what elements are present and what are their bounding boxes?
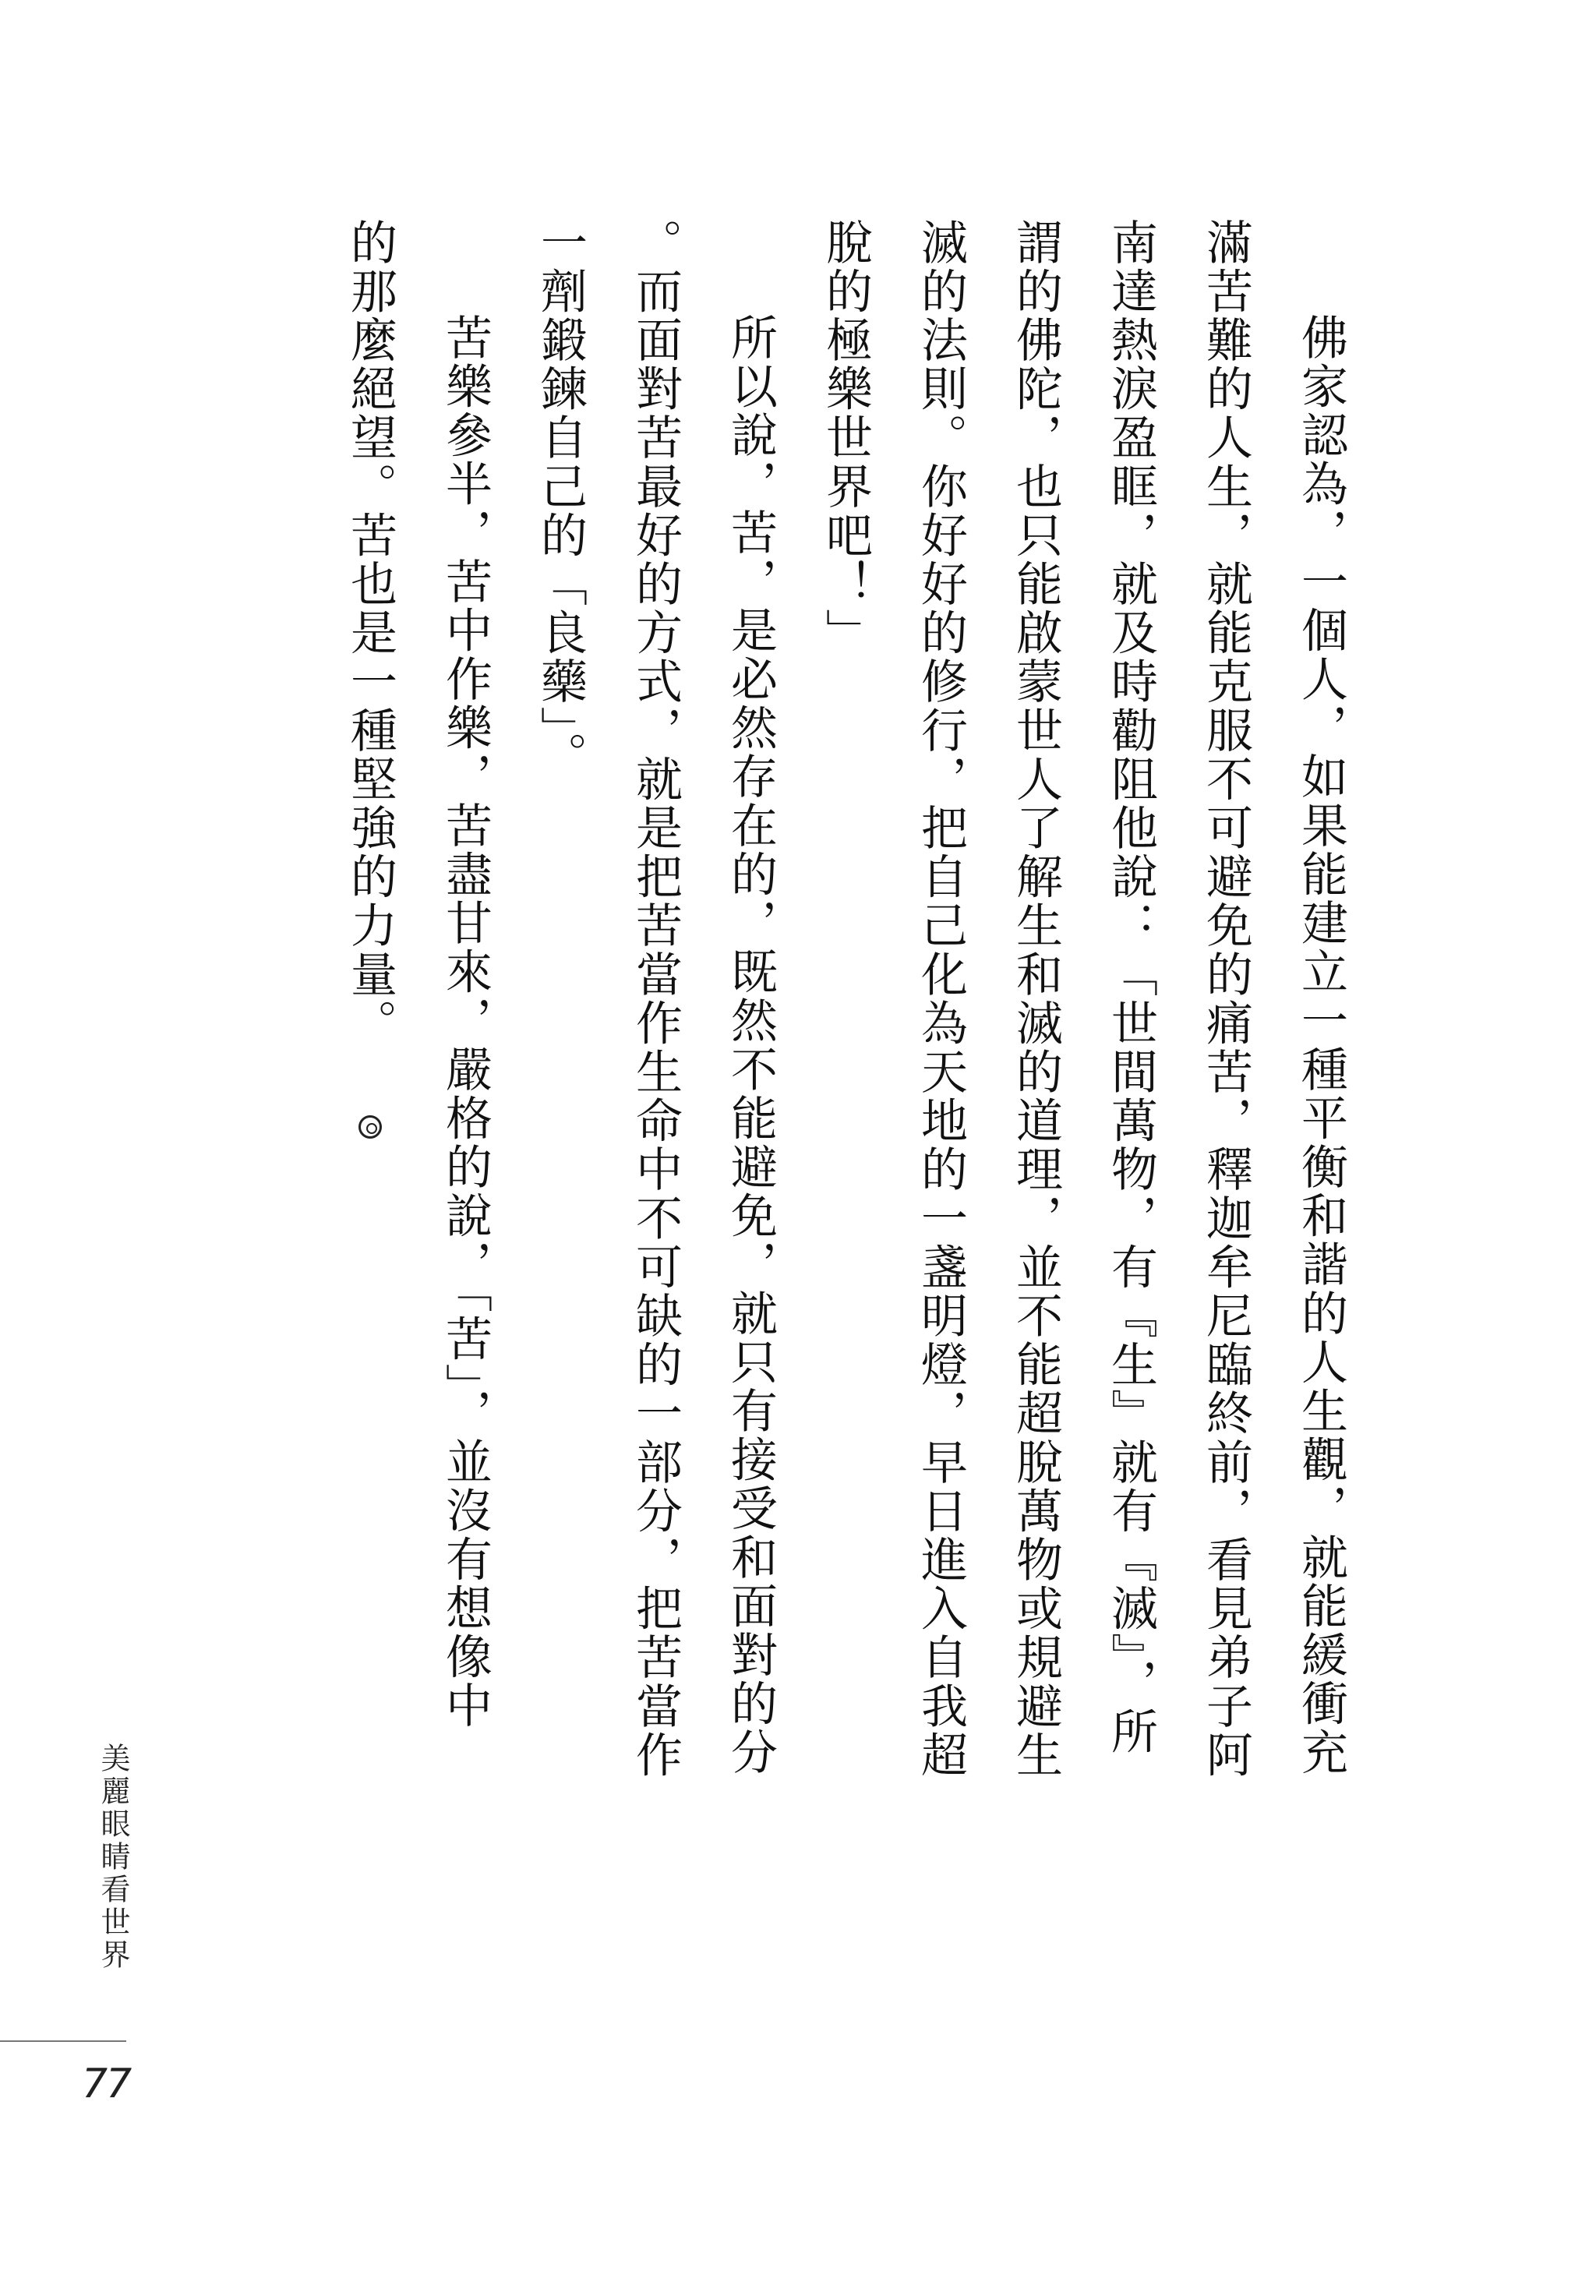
text-column-2 bbox=[1199, 218, 1253, 1870]
column-text: 滅的法則。你好好的修行，把自己化為天地的一盞明燈，早日進入自我超 bbox=[913, 218, 968, 1780]
text-column-11 bbox=[343, 218, 397, 1870]
column-text: 所以說，苦，是必然存在的，既然不能避免，就只有接受和面對的分 bbox=[723, 313, 778, 1777]
text-column-1 bbox=[1294, 218, 1348, 1870]
column-text: 脫的極樂世界吧！」 bbox=[818, 218, 873, 658]
column-text: 的那麼絕望。苦也是一種堅強的力量。 bbox=[343, 218, 397, 1048]
column-text: 謂的佛陀，也只能啟蒙世人了解生和滅的道理，並不能超脫萬物或規避生 bbox=[1008, 218, 1063, 1780]
text-column-9 bbox=[533, 218, 588, 1870]
column-text: 佛家認為，一個人，如果能建立一種平衡和諧的人生觀，就能緩衝充 bbox=[1294, 313, 1348, 1777]
sidebar-divider bbox=[0, 2040, 126, 2042]
column-text: 滿苦難的人生，就能克服不可避免的痛苦，釋迦牟尼臨終前，看見弟子阿 bbox=[1199, 218, 1253, 1780]
text-column-7 bbox=[723, 218, 778, 1870]
text-column-4 bbox=[1008, 218, 1063, 1870]
text-column-6 bbox=[818, 218, 873, 1870]
section-end-ornament-icon bbox=[358, 1115, 382, 1139]
column-text: 南達熱淚盈眶，就及時勸阻他說：「世間萬物，有『生』就有『滅』，所 bbox=[1103, 218, 1158, 1757]
vertical-text-block bbox=[308, 218, 1348, 1870]
text-column-5 bbox=[913, 218, 968, 1870]
text-column-3 bbox=[1103, 218, 1158, 1870]
column-text: 。而面對苦最好的方式，就是把苦當作生命中不可缺的一部分，把苦當作 bbox=[628, 218, 683, 1780]
column-text: 一劑鍛鍊自己的「良藥」。 bbox=[533, 218, 588, 781]
text-column-10 bbox=[438, 218, 493, 1870]
text-column-8 bbox=[628, 218, 683, 1870]
page-number: 77 bbox=[82, 2061, 131, 2107]
column-text: 苦樂參半，苦中作樂，苦盡甘來，嚴格的說，「苦」，並沒有想像中 bbox=[438, 313, 493, 1730]
running-book-title: 美麗眼睛看世界 bbox=[96, 1743, 130, 1972]
